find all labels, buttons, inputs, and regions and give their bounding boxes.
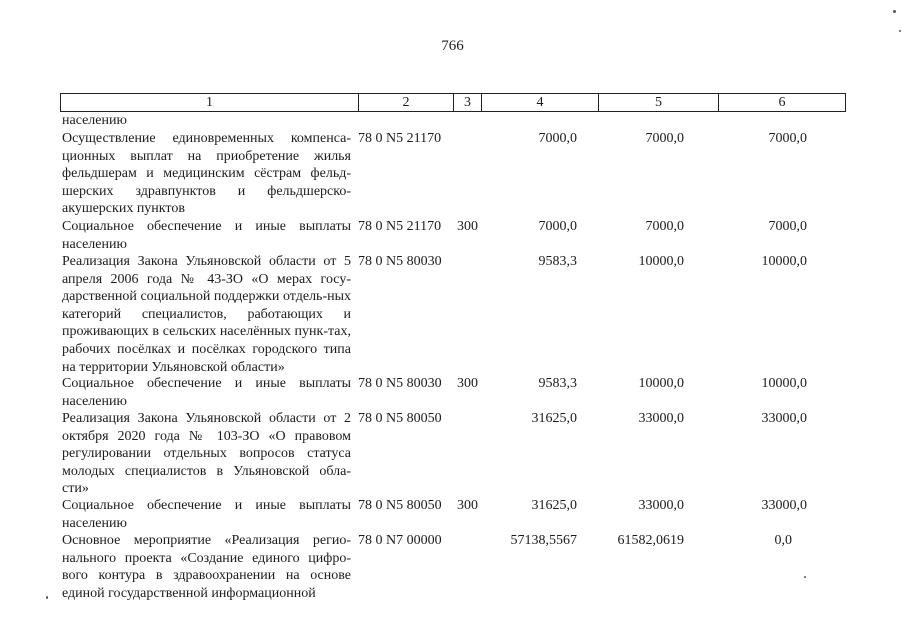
row-code: 78 0 N7 00000 [358,533,442,548]
row-value-col4: 7000,0 [538,219,577,234]
row-value-col5: 7000,0 [645,219,684,234]
header-col-6: 6 [718,93,846,112]
scan-speck [804,576,806,578]
row-value-col6: 7000,0 [768,131,807,146]
row-value-col4: 57138,5567 [510,533,577,548]
row-value-col5: 33000,0 [638,411,684,426]
scan-speck [899,30,901,32]
row-value-col6: 33000,0 [761,411,807,426]
header-col-1: 1 [60,93,359,112]
scan-speck [46,596,48,599]
row-description: Основное мероприятие «Реализация регио-нального проекта «Создание единого цифро-вого контура в здравоохранении на основе единой государственной информационной [62,533,351,601]
row-value-col4: 9583,3 [538,376,577,391]
row-code: 78 0 N5 80050 [358,411,442,426]
row-description: Социальное обеспечение и иные выплаты населению [62,376,351,409]
row-description: Осуществление единовременных компенса-ционных выплат на приобретение жилья фельдшерам и медицинским сёстрам фельд-шерских здравпунктов и фельдшерско-акушерских пунктов [62,131,351,217]
row-value-col4: 7000,0 [538,131,577,146]
row-value-col6: 33000,0 [761,498,807,513]
row-value-col6: 0,0 [774,533,792,548]
row-code: 78 0 N5 80030 [358,254,442,269]
row-value-col5: 33000,0 [638,498,684,513]
row-code: 78 0 N5 80050 [358,498,442,513]
row-value-col5: 61582,0619 [617,533,684,548]
row-description: Реализация Закона Ульяновской области от 2 октября 2020 года № 103-ЗО «О правовом регулировании отдельных вопросов статуса молодых специалистов в Ульяновской обла-сти» [62,411,351,497]
header-col-3: 3 [453,93,482,112]
row-value-col5: 10000,0 [638,376,684,391]
row-value-col5: 7000,0 [645,131,684,146]
row-code: 78 0 N5 21170 [358,131,442,146]
scan-speck [893,10,896,13]
row-value-col4: 31625,0 [531,411,577,426]
row-description: Социальное обеспечение и иные выплаты населению [62,498,351,531]
row-value-col4: 31625,0 [531,498,577,513]
row-code: 78 0 N5 21170 [358,219,442,234]
row-value-col6: 10000,0 [761,254,807,269]
row-description: Социальное обеспечение и иные выплаты населению [62,219,351,252]
header-col-4: 4 [481,93,599,112]
row-value-col4: 9583,3 [538,254,577,269]
row-expense-type: 300 [457,219,478,234]
row-expense-type: 300 [457,376,478,391]
page-number: 766 [441,38,464,54]
row-value-col5: 10000,0 [638,254,684,269]
header-col-5: 5 [598,93,719,112]
row-code: 78 0 N5 80030 [358,376,442,391]
row-value-col6: 7000,0 [768,219,807,234]
header-col-2: 2 [358,93,454,112]
row-description: Реализация Закона Ульяновской области от 5 апреля 2006 года № 43-ЗО «О мерах госу-дарственной социальной поддержки отдель-ных категорий специалистов, работающих и проживающих в сельских населённых пунк-тах, рабочих посёлках и посёлках городского типа на территории Ульяновской области» [62,254,351,375]
row-description: населению [62,113,127,128]
row-expense-type: 300 [457,498,478,513]
row-value-col6: 10000,0 [761,376,807,391]
